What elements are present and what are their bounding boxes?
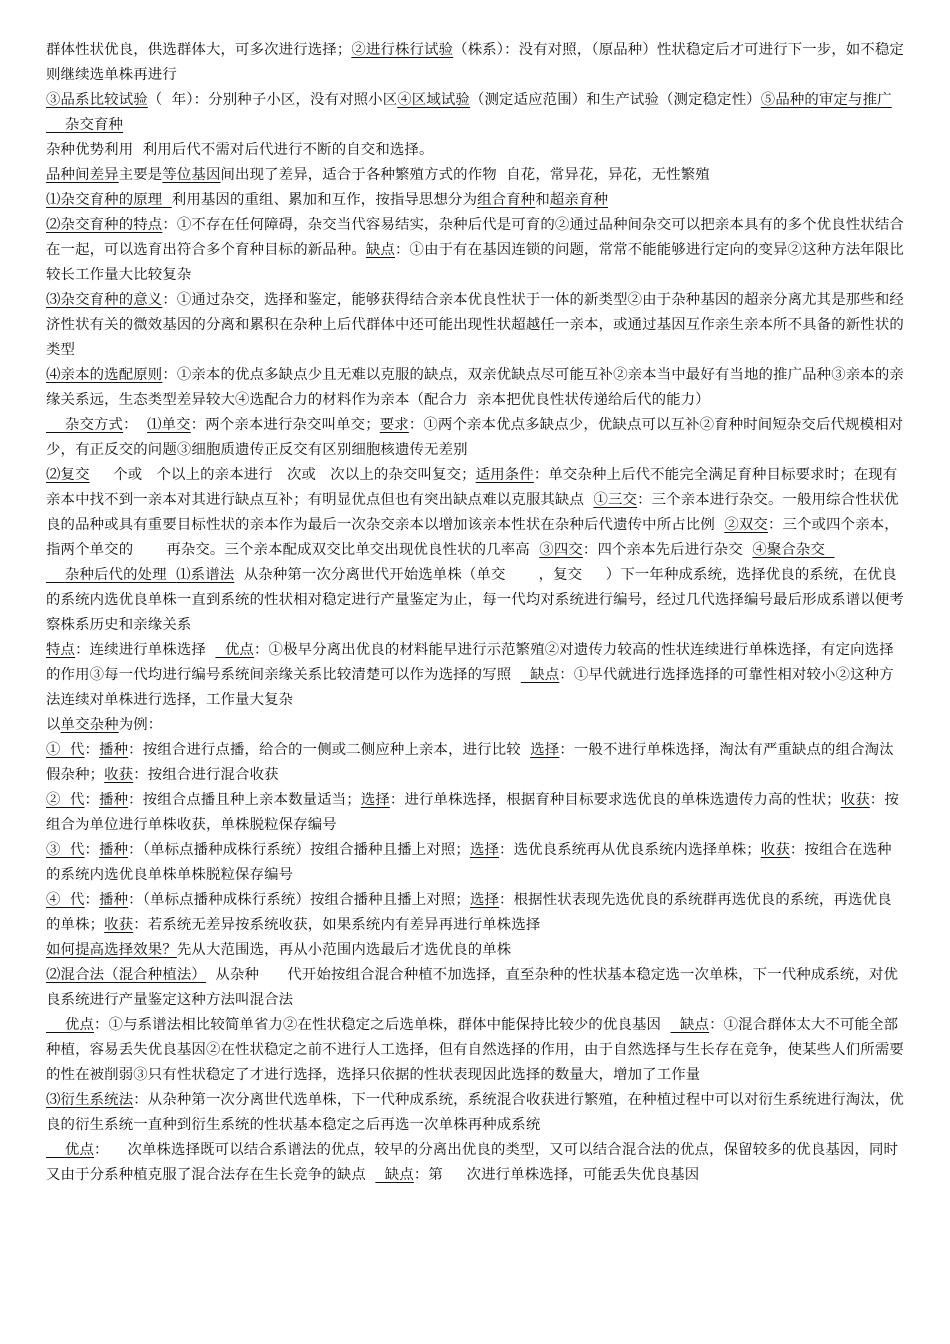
text-run: ：①与系谱法相比较简单省力②在性状稳定之后选单株，群体中能保持比较少的优良基因 xyxy=(94,1017,671,1033)
paragraph-p9 xyxy=(46,363,906,413)
text-run: ： xyxy=(84,892,100,908)
underlined-term: ②进行株行试验 xyxy=(351,42,454,58)
underlined-term: 播种 xyxy=(99,792,129,808)
underlined-term: 优点 xyxy=(46,1142,94,1158)
underlined-term: ④ 代 xyxy=(46,892,85,908)
text-run: ：按组合进行混合收获 xyxy=(133,767,279,783)
underlined-term: ⑤品种的审定与推广 xyxy=(760,92,892,108)
text-run: 从杂种 代开始按组合混合种植不加选择，直至杂种的性状基本稳定选一次单株，下一代种成系统，对优良系统进行产量鉴定这种方法叫混合法 xyxy=(46,967,899,1008)
text-run: 群体性状优良，供选群体大，可多次进行选择； xyxy=(46,42,352,58)
underlined-term: 品种间差异 xyxy=(46,167,119,183)
underlined-term: ⑶衍生系统法 xyxy=(46,1092,134,1108)
text-run: ：四个亲本先后进行杂交 xyxy=(582,542,753,558)
paragraph-p3 xyxy=(46,113,906,138)
underlined-term: ⑵混合法（混合种植法） xyxy=(46,967,206,983)
text-run: ： xyxy=(84,792,100,808)
paragraph-p15 xyxy=(46,738,906,788)
text-run: ：第 次进行单株选择，可能丢失优良基因 xyxy=(413,1167,700,1183)
text-run: 以 xyxy=(46,717,61,733)
underlined-term: 等位基因 xyxy=(162,167,221,183)
text-run: ：两个亲本进行杂交叫单交； xyxy=(190,417,380,433)
underlined-term: 缺点 xyxy=(365,242,395,258)
text-run: ：（单标点播种成株行系统）按组合播种且播上对照； xyxy=(128,892,470,908)
underlined-term: ④区域试验 xyxy=(397,92,470,108)
underlined-term: 杂种后代的处理 xyxy=(46,567,177,583)
paragraph-p13 xyxy=(46,638,906,713)
underlined-term: 超亲育种 xyxy=(549,192,609,208)
paragraph-p16 xyxy=(46,788,906,838)
text-run: ： xyxy=(84,842,100,858)
underlined-term: ③ 代 xyxy=(46,842,85,858)
underlined-term: 选择 xyxy=(530,742,560,758)
text-run: ：①两个亲本优点多缺点少，优缺点可以互补②育种时间短杂交后代规模相对少，有正反交的问题③细胞质遗传正反交有区别细胞核遗传无差别 xyxy=(46,417,904,458)
paragraph-p10 xyxy=(46,413,906,463)
text-run: 杂种优势利用 利用后代不需对后代进行不断的自交和选择。 xyxy=(46,142,434,158)
underlined-term: 组合育种 xyxy=(477,192,536,208)
text-run: ：按组合进行点播，给合的一侧或二侧应种上亲本，进行比较 xyxy=(128,742,531,758)
underlined-term: ⑵复交 xyxy=(46,467,90,483)
underlined-term: 选择 xyxy=(469,892,500,908)
underlined-term: ③品系比较试验 xyxy=(46,92,148,108)
paragraph-p20 xyxy=(46,963,906,1013)
text-run: ：一般不进行单株选择，淘汰有严重缺点的组合淘汰假杂种； xyxy=(46,742,894,783)
underlined-term: 收获 xyxy=(104,767,134,783)
text-run: ：三个亲本进行杂交。一般用综合性状优良的品种或具有重要目标性状的亲本作为最后一次杂交亲本以增加该亲本性状在杂种后代遗传中所占比例 xyxy=(46,492,899,533)
text-run: 利用基因的重组、累加和互作，按指导思想分为 xyxy=(171,192,478,208)
underlined-term: ⑴单交 xyxy=(147,417,191,433)
paragraph-p19 xyxy=(46,938,906,963)
underlined-term: 播种 xyxy=(99,842,129,858)
underlined-term: 适用条件 xyxy=(475,467,534,483)
paragraph-p22 xyxy=(46,1088,906,1138)
underlined-term: ⑴杂交育种的原理 xyxy=(46,192,172,208)
text-run: ：①混合群体太大不可能全部种植，容易丢失优良基因②在性状稳定之前不进行人工选择，但有自然选择的作用，由于自然选择与生长存在竞争，使某些人们所需要的性在被削弱③只有性状稳定了才进行选择，选择只依据的性状表现因此选择的数量大，增加了工作量 xyxy=(46,1017,904,1083)
paragraph-p7 xyxy=(46,213,906,288)
underlined-term: ②双交 xyxy=(724,517,768,533)
text-run: 从杂种第一次分离世代开始选单株（单交 ，复交 ）下一年种成系统，选择优良的系统，在优良的系统内选优良单株一直到系统的性状相对稳定进行产量鉴定为止，每一代均对系统进行编号，经过几代选择编号最后形成系谱以便考察株系历史和亲缘关系 xyxy=(46,567,904,633)
underlined-term: 缺点 xyxy=(670,1017,710,1033)
underlined-term: ⑶杂交育种的意义 xyxy=(46,292,163,308)
paragraph-p8 xyxy=(46,288,906,363)
underlined-term: ③四交 xyxy=(539,542,583,558)
underlined-term: ⑴系谱法 xyxy=(176,567,235,583)
text-run: ：①由于有在基因连锁的问题，常常不能能够进行定向的变异②这种方法年限比较长工作量大比较复杂 xyxy=(46,242,904,283)
text-run: 和 xyxy=(535,192,550,208)
underlined-term: 如何提高选择效果？ xyxy=(46,942,177,958)
text-run: 个或 个以上的亲本进行 次或 次以上的杂交叫复交； xyxy=(89,467,476,483)
text-run: （ 年）：分别种子小区，没有对照小区 xyxy=(147,92,398,108)
text-run: ：进行单株选择，根据育种目标要求选优良的单株选遗传力高的性状； xyxy=(389,792,841,808)
underlined-term: 特点 xyxy=(46,642,76,658)
text-run: ：①通过杂交，选择和鉴定，能够获得结合亲本优良性状于一体的新类型②由于杂种基因的超亲分离尤其是那些和经济性状有关的微效基因的分离和累积在杂种上后代群体中还可能出现性状超越任一亲本，或通过基因互作亲生亲本所不具备的新性状的类型 xyxy=(46,292,904,358)
underlined-term: 要求 xyxy=(379,417,409,433)
text-run: 先从大范围选，再从小范围内选最后才选优良的单株 xyxy=(176,942,512,958)
text-run: ：从杂种第一次分离世代选单株，下一代种成系统，系统混合收获进行繁殖，在种植过程中可以对衍生系统进行淘汰，优良的衍生系统一直种到衍生系统的性状基本稳定之后再选一次单株再种成系统 xyxy=(46,1092,904,1133)
paragraph-p11 xyxy=(46,463,906,563)
text-run: ：按组合在选种的系统内选优良单株单株脱粒保存编号 xyxy=(46,842,892,883)
text-run: ：①亲本的优点多缺点少且无难以克服的缺点，双亲优缺点尽可能互补②亲本当中最好有当地的推广品种③亲本的亲缘关系远，生态类型差异较大④选配合力的材料作为亲本（配合力 亲本把优良性状传递给后代的能力） xyxy=(46,367,904,408)
underlined-term: 选择 xyxy=(360,792,390,808)
paragraph-p4 xyxy=(46,138,906,163)
text-run: ： xyxy=(123,417,148,433)
text-run: ：根据性状表现先选优良的系统群再选优良的系统，再选优良的单株； xyxy=(46,892,892,933)
underlined-term: 播种 xyxy=(99,892,129,908)
underlined-term: 缺点 xyxy=(375,1167,414,1183)
text-run: （株系）：没有对照，（原品种）性状稳定后才可进行下一步，如不稳定则继续选单株再进行 xyxy=(46,42,905,83)
text-run: ：①早代就进行选择选择的可靠性相对较小②这种方法连续对单株进行选择，工作量大复杂 xyxy=(46,667,894,708)
paragraph-p18 xyxy=(46,888,906,938)
text-run: ：连续进行单株选择 xyxy=(75,642,216,658)
text-run: 主要是 xyxy=(118,167,163,183)
underlined-term: 缺点 xyxy=(520,667,560,683)
underlined-term: ① 代 xyxy=(46,742,85,758)
paragraph-p17 xyxy=(46,838,906,888)
text-run: ：三个或四个亲本，指两个单交的 再杂交。三个亲本配成双交比单交出现优良性状的几率高 xyxy=(46,517,899,558)
underlined-term: 优点 xyxy=(46,1017,94,1033)
paragraph-p23 xyxy=(46,1138,906,1188)
text-run: ：（单标点播种成株行系统）按组合播种且播上对照； xyxy=(128,842,470,858)
underlined-term: 优点 xyxy=(215,642,254,658)
text-run: 为例： xyxy=(118,717,163,733)
paragraph-p14 xyxy=(46,713,906,738)
underlined-term: 杂交方式 xyxy=(46,417,124,433)
text-run: ：①极早分离出优良的材料能早进行示范繁殖②对遗传力较高的性状连续进行单株选择，有定向选择的作用③每一代均进行编号系统间亲缘关系比较清楚可以作为选择的写照 xyxy=(46,642,894,683)
paragraph-p21 xyxy=(46,1013,906,1088)
underlined-term: 单交杂种 xyxy=(60,717,119,733)
paragraph-p12 xyxy=(46,563,906,638)
paragraph-p6 xyxy=(46,188,906,213)
paragraph-p2 xyxy=(46,88,906,113)
text-run: ：单交杂种上后代不能完全满足育种目标要求时；在现有亲本中找不到一亲本对其进行缺点互补；有明显优点但也有突出缺点难以克服其缺点 xyxy=(46,467,898,508)
underlined-term: 收获 xyxy=(840,792,870,808)
text-run: （测定适应范围）和生产试验（测定稳定性） xyxy=(469,92,761,108)
underlined-term: ⑷亲本的选配原则 xyxy=(46,367,163,383)
paragraph-p1 xyxy=(46,38,906,88)
text-run: ：选优良系统再从优良系统内选择单株； xyxy=(499,842,761,858)
underlined-term: ④聚合杂交 xyxy=(752,542,835,558)
text-run: ：按组合点播且种上亲本数量适当； xyxy=(128,792,361,808)
text-run: ：若系统无差异按系统收获，如果系统内有差异再进行单株选择 xyxy=(133,917,541,933)
underlined-term: 选择 xyxy=(469,842,500,858)
paragraph-p5 xyxy=(46,163,906,188)
underlined-term: 播种 xyxy=(99,742,129,758)
text-run: ：按组合为单位进行单株收获，单株脱粒保存编号 xyxy=(46,792,899,833)
underlined-term: ② 代 xyxy=(46,792,85,808)
underlined-term: 杂交育种 xyxy=(46,117,124,133)
text-run: ： xyxy=(84,742,100,758)
text-run: ：①不存在任何障碍，杂交当代容易结实，杂种后代是可育的②通过品种间杂交可以把亲本具有的多个优良性状结合在一起，可以选育出符合多个育种目标的新品种。 xyxy=(46,217,904,258)
text-run: 间出现了差异，适合于各种繁殖方式的作物 自花，常异花，异花，无性繁殖 xyxy=(220,167,710,183)
underlined-term: ①三交 xyxy=(593,492,638,508)
text-run: ： 次单株选择既可以结合系谱法的优点，较早的分离出优良的类型，又可以结合混合法的优点，保留较多的优良基因，同时又由于分系种植克服了混合法存在生长竞争的缺点 xyxy=(46,1142,899,1183)
underlined-term: 收获 xyxy=(104,917,134,933)
underlined-term: ⑵杂交育种的特点 xyxy=(46,217,163,233)
underlined-term: 收获 xyxy=(760,842,790,858)
